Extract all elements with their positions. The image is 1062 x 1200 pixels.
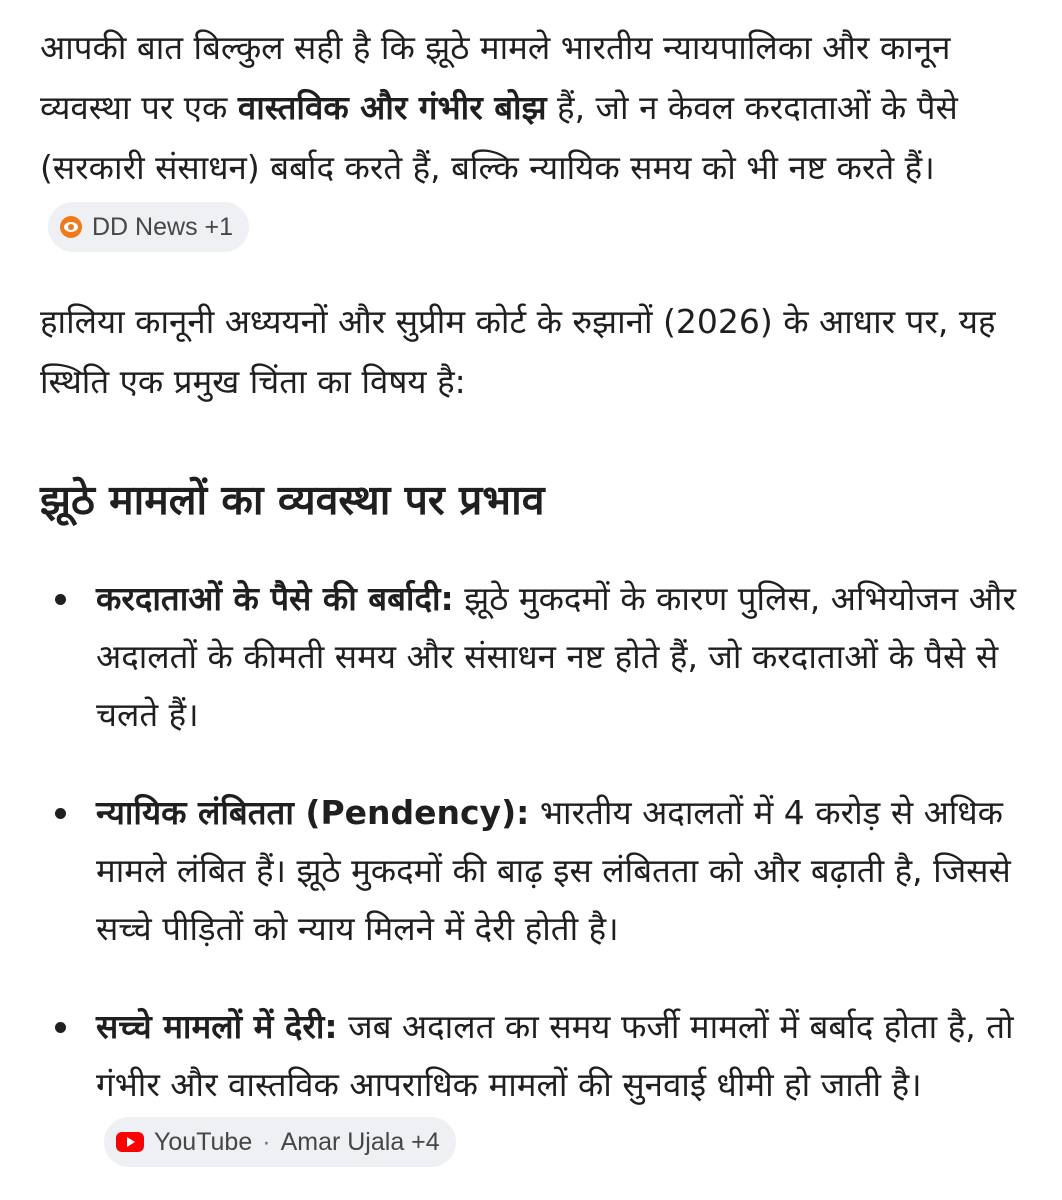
intro-text-end: हैं, जो न केवल करदाताओं के पैसे (सरकारी संसाधन) बर्बाद करते हैं, बल्कि न्यायिक समय को भी नष्ट करते हैं। (40, 88, 958, 187)
section-heading: झूठे मामलों का व्यवस्था पर प्रभाव (40, 476, 545, 524)
source-chip-label-secondary: Amar Ujala +4 (280, 1127, 440, 1156)
youtube-icon (116, 1132, 144, 1152)
list-item (40, 998, 1022, 1172)
intro-paragraph (40, 18, 1022, 258)
list-item-text: झूठे मुकदमों के कारण पुलिस, अभियोजन और अदालतों के कीमती समय और संसाधन नष्ट होते हैं, जो करदाताओं के पैसे से चलते हैं। (96, 579, 1016, 734)
impact-list (40, 570, 1022, 1172)
list-item-colon: : (516, 793, 530, 832)
source-chip-dd-news[interactable] (48, 202, 249, 252)
bullet-dot (55, 808, 66, 819)
list-item-colon: : (324, 1007, 338, 1046)
list-item (40, 570, 1022, 744)
list-item-colon: : (440, 579, 454, 618)
dd-news-icon (60, 216, 82, 238)
intro-text: आपकी बात बिल्कुल सही है कि झूठे मामले भारतीय न्यायपालिका और कानून व्यवस्था पर एक (40, 28, 951, 127)
bullet-dot (55, 1022, 66, 1033)
source-chip-youtube[interactable] (104, 1117, 456, 1167)
source-chip-separator: · (262, 1127, 271, 1156)
source-chip-label: DD News +1 (92, 212, 234, 241)
list-item-title: न्यायिक लंबितता (Pendency) (96, 793, 517, 832)
source-chip-label: YouTube (154, 1127, 253, 1156)
list-item-title: सच्चे मामलों में देरी (96, 1007, 325, 1046)
list-item-text: भारतीय अदालतों में 4 करोड़ से अधिक मामले लंबित हैं। झूठे मुकदमों की बाढ़ इस लंबितता को और बढ़ाती है, जिससे सच्चे पीड़ितों को न्याय मिलने में देरी होती है। (96, 793, 1011, 948)
bullet-dot (55, 594, 66, 605)
context-paragraph: हालिया कानूनी अध्ययनों और सुप्रीम कोर्ट के रुझानों (2026) के आधार पर, यह स्थिति एक प्रमुख चिंता का विषय है: (40, 302, 996, 401)
list-item-text: जब अदालत का समय फर्जी मामलों में बर्बाद होता है, तो गंभीर और वास्तविक आपराधिक मामलों की सुनवाई धीमी हो जाती है। (96, 1007, 1014, 1104)
list-item-title: करदाताओं के पैसे की बर्बादी (96, 579, 441, 618)
intro-bold-text: वास्तविक और गंभीर बोझ (237, 88, 547, 127)
list-item (40, 784, 1022, 958)
